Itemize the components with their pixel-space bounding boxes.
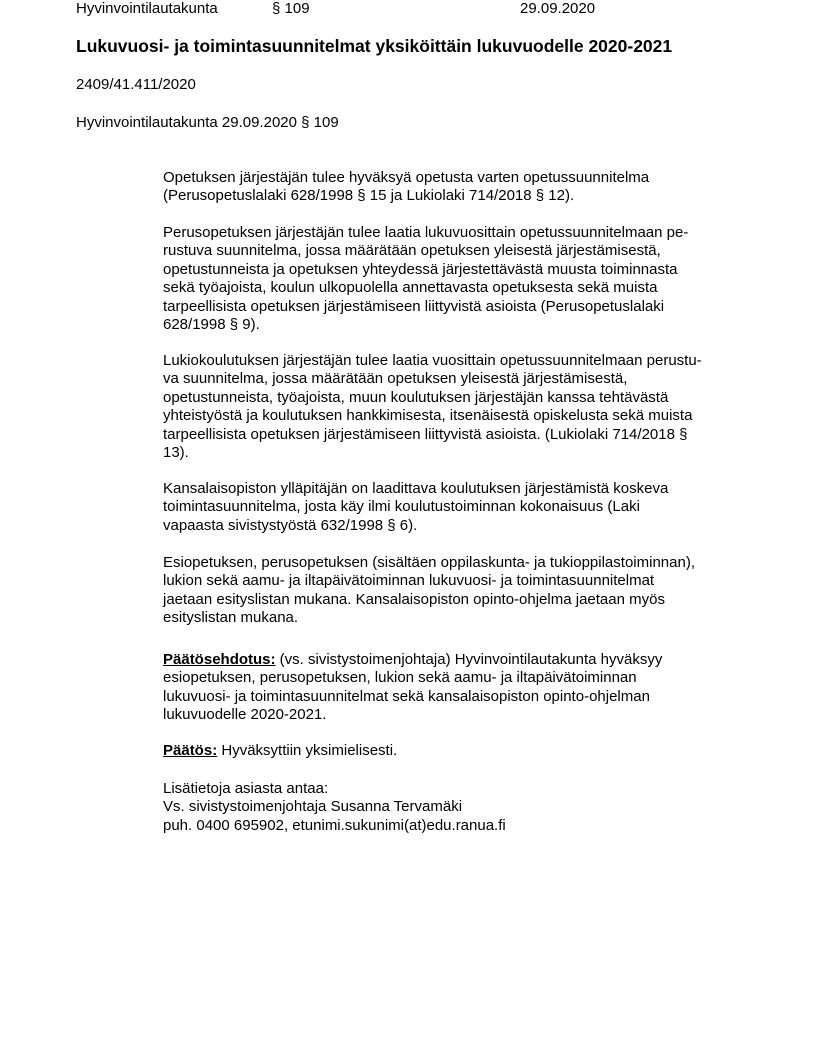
text-line: 13). [163, 444, 189, 462]
text-line: yhteistyöstä ja koulutuksen hankkimisesta, itsenäisestä opiskelusta sekä muista [163, 407, 693, 425]
text-line: esiopetuksen, perusopetuksen, lukion sekä aamu- ja iltapäivätoiminnan [163, 669, 637, 687]
document-title: Lukuvuosi- ja toimintasuunnitelmat yksiköittäin lukuvuodelle 2020-2021 [76, 36, 673, 56]
paragraph-5 [163, 554, 695, 628]
decision-label: Päätös: [163, 742, 218, 759]
text-line: 628/1998 § 9). [163, 316, 260, 334]
header-section: § 109 [272, 0, 310, 17]
text-line: opetustunneista ja opetuksen yhteydessä järjestettävästä muusta toiminnasta [163, 260, 678, 278]
proposal-text: (vs. sivistystoimenjohtaja) Hyvinvointilautakunta hyväksyy [275, 651, 663, 668]
text-line: rustuva suunnitelma, jossa määrätään opetuksen yleisestä järjestämisestä, [163, 242, 661, 260]
contact-person: Vs. sivistystoimenjohtaja Susanna Tervamäki [163, 798, 463, 816]
decision [163, 742, 397, 760]
decision-proposal [163, 651, 662, 725]
text-line: vapaasta sivistystyöstä 632/1998 § 6). [163, 516, 418, 534]
text-line: lukuvuodelle 2020-2021. [163, 706, 327, 724]
text-line: (Perusopetuslalaki 628/1998 § 15 ja Lukiolaki 714/2018 § 12). [163, 187, 575, 205]
text-line: tarpeellisista opetuksen järjestämiseen liittyvistä asioista. (Lukiolaki 714/2018 § [163, 425, 688, 443]
text-line: Perusopetuksen järjestäjän tulee laatia lukuvuosittain opetussuunnitelmaan pe- [163, 224, 689, 241]
text-line: opetustunneista, työajoista, muun koulutuksen järjestäjän kanssa tehtävästä [163, 388, 669, 406]
header-date: 29.09.2020 [520, 0, 596, 17]
paragraph-4 [163, 480, 668, 535]
text-line: lukion sekä aamu- ja iltapäivätoiminnan lukuvuosi- ja toimintasuunnitelmat [163, 572, 655, 590]
text-line: lukuvuosi- ja toimintasuunnitelmat sekä kansalaisopiston opinto-ohjelman [163, 687, 650, 705]
text-line: Lisätietoja asiasta antaa: [163, 780, 329, 797]
paragraph-3 [163, 352, 702, 462]
meeting-reference: Hyvinvointilautakunta 29.09.2020 § 109 [76, 114, 339, 131]
diary-number: 2409/41.411/2020 [76, 76, 196, 93]
text-line: Esiopetuksen, perusopetuksen (sisältäen oppilaskunta- ja tukioppilastoiminnan), [163, 554, 695, 571]
text-line: Lukiokoulutuksen järjestäjän tulee laatia vuosittain opetussuunnitelmaan perustu- [163, 352, 702, 369]
text-line: jaetaan esityslistan mukana. Kansalaisopiston opinto-ohjelma jaetaan myös [163, 590, 665, 608]
text-line: tarpeellisista opetuksen järjestämiseen liittyvistä asioista (Perusopetuslalaki [163, 297, 665, 315]
decision-text: Hyväksyttiin yksimielisesti. [217, 742, 398, 759]
proposal-label: Päätösehdotus: [163, 651, 276, 668]
paragraph-2 [163, 224, 688, 334]
text-line: toimintasuunnitelma, josta käy ilmi koulutustoiminnan kokonaisuus (Laki [163, 498, 640, 516]
text-line: sekä työajoista, koulun ulkopuolella annettavasta opetuksesta sekä muista [163, 279, 658, 297]
text-line: esityslistan mukana. [163, 609, 299, 627]
header-board: Hyvinvointilautakunta [76, 0, 218, 17]
text-line: Kansalaisopiston ylläpitäjän on laadittava koulutuksen järjestämistä koskeva [163, 480, 669, 497]
paragraph-1 [163, 169, 649, 206]
text-line: Opetuksen järjestäjän tulee hyväksyä opetusta varten opetussuunnitelma [163, 169, 650, 186]
contact-info [163, 780, 506, 835]
text-line: va suunnitelma, jossa määrätään opetuksen yleisestä järjestämisestä, [163, 370, 628, 388]
contact-details: puh. 0400 695902, etunimi.sukunimi(at)edu.ranua.fi [163, 816, 506, 834]
